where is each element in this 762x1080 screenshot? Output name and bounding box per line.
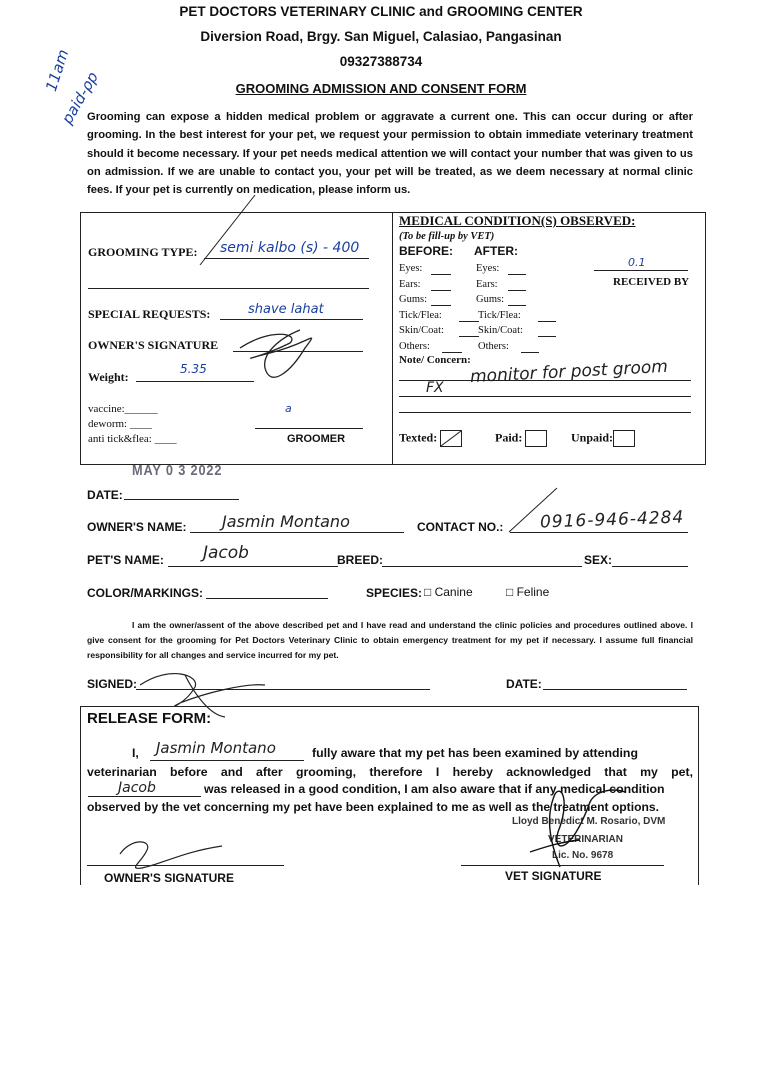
medical-before-row: Tick/Flea: bbox=[399, 309, 442, 321]
medical-after-line[interactable] bbox=[538, 336, 556, 337]
note-line-3 bbox=[399, 412, 691, 413]
medical-title: MEDICAL CONDITION(S) OBSERVED: bbox=[399, 213, 636, 228]
medical-after-line[interactable] bbox=[508, 290, 526, 291]
signed-date-line bbox=[543, 689, 687, 690]
medical-before-line[interactable] bbox=[459, 336, 479, 337]
medical-before-line[interactable] bbox=[431, 274, 451, 275]
owner-name-value[interactable]: Jasmin Montano bbox=[222, 512, 350, 531]
texted-checkbox[interactable] bbox=[440, 430, 462, 447]
medical-after-row: Tick/Flea: bbox=[478, 309, 521, 321]
margin-note-paid: paid-ρp bbox=[58, 68, 103, 127]
paid-checkbox[interactable] bbox=[525, 430, 547, 447]
vet-stamp-license: Lic. No. 9678 bbox=[552, 850, 614, 861]
release-i: I, bbox=[132, 746, 139, 760]
species-feline[interactable]: □ Feline bbox=[506, 585, 550, 599]
vet-signature-label: VET SIGNATURE bbox=[505, 869, 602, 883]
release-text-a: fully aware that my pet has been examined by attending bbox=[312, 746, 638, 760]
margin-note-time: 11am bbox=[42, 47, 73, 94]
release-text-d: observed by the vet concerning my pet have been explained to me as well as the treatment options. bbox=[87, 800, 659, 814]
sex-label: SEX: bbox=[584, 553, 613, 567]
signed-date-label: DATE: bbox=[506, 677, 542, 691]
grooming-type-value[interactable]: semi kalbo (s) - 400 bbox=[220, 240, 360, 256]
signed-label: SIGNED: bbox=[87, 677, 138, 691]
consent-paragraph: I am the owner/assent of the above described pet and I have read and understand the clinic policies and procedures outlined above. I give consent for the grooming for Pet Doctors Veterinary Clinic to obtain emergency treatment for my pet if necessary. I assume full financial responsibility for all changes and service incurred for my pet. bbox=[87, 620, 693, 660]
medical-after-row: Skin/Coat: bbox=[478, 325, 523, 336]
weight-value[interactable]: 5.35 bbox=[180, 362, 207, 376]
medical-before-row: Ears: bbox=[399, 278, 421, 290]
clinic-address: Diversion Road, Brgy. San Miguel, Calasiao, Pangasinan bbox=[200, 29, 562, 44]
weight-label: Weight: bbox=[88, 370, 129, 384]
note-line-2 bbox=[399, 396, 691, 397]
grooming-type-label: GROOMING TYPE: bbox=[88, 245, 198, 259]
medical-before-row: Gums: bbox=[399, 294, 428, 305]
owner-signature-label: OWNER'S SIGNATURE bbox=[88, 338, 219, 352]
release-pet-line bbox=[88, 796, 201, 797]
unpaid-checkbox[interactable] bbox=[613, 430, 635, 447]
before-label: BEFORE: bbox=[399, 244, 453, 258]
medical-before-line[interactable] bbox=[442, 352, 462, 353]
breed-line bbox=[382, 566, 582, 567]
contact-label: CONTACT NO.: bbox=[417, 520, 504, 534]
medical-after-row: Eyes: bbox=[476, 263, 500, 274]
deworm-label: deworm: ____ bbox=[88, 418, 152, 430]
medical-before-line[interactable] bbox=[431, 290, 451, 291]
release-title: RELEASE FORM: bbox=[87, 710, 212, 727]
medical-after-row: Ears: bbox=[476, 278, 498, 290]
species-label: SPECIES: bbox=[366, 586, 423, 600]
owner-signature-scribble bbox=[210, 318, 330, 390]
date-line bbox=[124, 499, 239, 500]
release-pet-value[interactable]: Jacob bbox=[118, 780, 156, 796]
received-by-line bbox=[594, 270, 688, 271]
vaccine-label: vaccine:______ bbox=[88, 403, 158, 415]
received-by-label: RECEIVED BY bbox=[613, 276, 690, 288]
groomer-label: GROOMER bbox=[287, 433, 346, 445]
medical-before-line[interactable] bbox=[431, 305, 451, 306]
box-divider bbox=[392, 212, 393, 464]
release-owner-value[interactable]: Jasmin Montano bbox=[156, 739, 276, 757]
special-requests-label: SPECIAL REQUESTS: bbox=[88, 307, 211, 321]
release-owner-signature-label: OWNER'S SIGNATURE bbox=[104, 871, 234, 885]
release-owner-line bbox=[150, 760, 304, 761]
color-line bbox=[206, 598, 328, 599]
pet-name-value[interactable]: Jacob bbox=[203, 543, 249, 563]
medical-after-row: Gums: bbox=[476, 294, 505, 305]
note-label: Note/ Concern: bbox=[399, 354, 471, 366]
pet-name-line bbox=[168, 566, 338, 567]
date-stamp: MAY 0 3 2022 bbox=[132, 462, 223, 479]
unpaid-field: Unpaid: bbox=[571, 430, 635, 447]
medical-subtitle: (To be fill-up by VET) bbox=[399, 231, 495, 242]
paid-field: Paid: bbox=[495, 430, 547, 447]
after-label: AFTER: bbox=[474, 244, 518, 258]
medical-before-row: Eyes: bbox=[399, 263, 423, 274]
contact-value[interactable]: 0916-946-4284 bbox=[539, 507, 685, 533]
medical-after-line[interactable] bbox=[508, 305, 526, 306]
release-text-c: was released in a good condition, I am also aware that if any medical condition bbox=[204, 782, 665, 796]
owner-signature-release-line bbox=[87, 865, 284, 866]
medical-after-row: Others: bbox=[478, 340, 509, 352]
color-label: COLOR/MARKINGS: bbox=[87, 586, 203, 600]
medical-after-line[interactable] bbox=[521, 352, 539, 353]
special-requests-value[interactable]: shave lahat bbox=[248, 302, 324, 317]
date-label: DATE: bbox=[87, 488, 123, 502]
medical-after-line[interactable] bbox=[538, 321, 556, 322]
groomer-line bbox=[255, 428, 363, 429]
pen-stroke bbox=[190, 190, 270, 270]
grooming-type-line-2 bbox=[88, 288, 369, 289]
pet-name-label: PET'S NAME: bbox=[87, 553, 164, 567]
antitick-label: anti tick&flea: ____ bbox=[88, 433, 177, 445]
received-by-value: 0.1 bbox=[628, 256, 646, 269]
form-title: GROOMING ADMISSION AND CONSENT FORM bbox=[235, 81, 527, 96]
vet-signature-line bbox=[461, 865, 664, 866]
owner-name-line bbox=[190, 532, 404, 533]
clinic-name: PET DOCTORS VETERINARY CLINIC and GROOMING CENTER bbox=[179, 4, 583, 19]
note-handwriting-1: monitor for post groom bbox=[469, 356, 669, 388]
medical-before-line[interactable] bbox=[459, 321, 479, 322]
feline-checkbox[interactable]: □ bbox=[506, 585, 514, 599]
species-canine[interactable]: □ Canine bbox=[424, 585, 473, 599]
note-handwriting-2: FX bbox=[426, 380, 444, 396]
vet-stamp-name: Lloyd Benedict M. Rosario, DVM bbox=[512, 816, 666, 827]
clinic-phone: 09327388734 bbox=[339, 54, 423, 69]
medical-before-row: Skin/Coat: bbox=[399, 325, 444, 336]
vet-signature bbox=[500, 782, 640, 872]
vet-stamp-title: VETERINARIAN bbox=[548, 834, 624, 845]
contact-pen-stroke bbox=[505, 484, 565, 536]
intro-paragraph: Grooming can expose a hidden medical problem or aggravate a current one. This can occur during or after grooming. In the best interest for your pet, we request your permission to obtain immediate veterinary treatment should it become necessary. If your pet needs medical attention we will contact your number that was given to us on admission. If we are unable to contact you, your pet will be treated, as we deem necessary at normal clinic fees. If your pet is currently on medication, please inform us. bbox=[87, 111, 693, 197]
canine-checkbox[interactable]: □ bbox=[424, 585, 432, 599]
medical-before-row: Others: bbox=[399, 340, 430, 352]
breed-label: BREED: bbox=[337, 553, 384, 567]
weight-line bbox=[136, 381, 254, 382]
release-text-b: veterinarian before and after grooming, therefore I hereby acknowledged that my pet, bbox=[87, 765, 693, 779]
owner-name-label: OWNER'S NAME: bbox=[87, 520, 187, 534]
medical-after-line[interactable] bbox=[508, 274, 526, 275]
groomer-mark: a bbox=[285, 402, 292, 415]
texted-field: Texted: bbox=[399, 430, 462, 447]
sex-line bbox=[612, 566, 688, 567]
